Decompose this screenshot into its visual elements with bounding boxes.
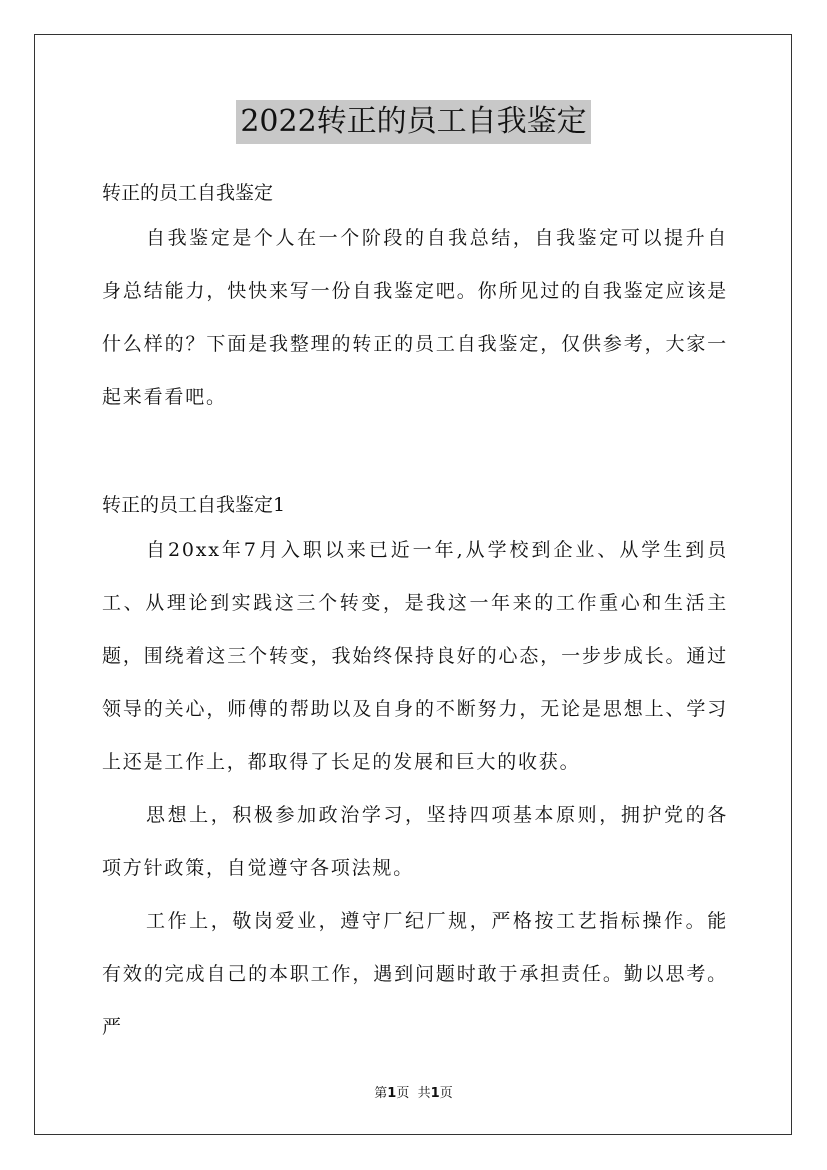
intro-paragraph: 自我鉴定是个人在一个阶段的自我总结，自我鉴定可以提升自身总结能力，快快来写一份自我鉴定吧。你所见过的自我鉴定应该是什么样的？下面是我整理的转正的员工自我鉴定，仅供参考，大家一起来看看吧。 — [102, 227, 728, 408]
footer-total-prefix: 共 — [417, 1086, 431, 1101]
page-footer — [0, 1082, 827, 1101]
footer-page-suffix: 页 — [396, 1086, 410, 1101]
document-subtitle: 转正的员工自我鉴定 — [102, 182, 274, 204]
body-paragraph-3: 工作上，敬岗爱业，遵守厂纪厂规，严格按工艺指标操作。能有效的完成自己的本职工作，遇到问题时敢于承担责任。勤以思考。严 — [102, 910, 728, 1038]
body-paragraph-1: 自20xx年7月入职以来已近一年,从学校到企业、从学生到员工、从理论到实践这三个转变，是我这一年来的工作重心和生活主题，围绕着这三个转变，我始终保持良好的心态，一步步成长。通过领导的关心，师傅的帮助以及自身的不断努力，无论是思想上、学习上还是工作上，都取得了长足的发展和巨大的收获。 — [102, 539, 728, 773]
body-paragraph-2: 思想上，积极参加政治学习，坚持四项基本原则，拥护党的各项方针政策，自觉遵守各项法规。 — [102, 804, 728, 879]
section-heading: 转正的员工自我鉴定1 — [102, 494, 286, 516]
section-spacer — [102, 424, 728, 486]
footer-total-suffix: 页 — [439, 1086, 453, 1101]
footer-total-pages: 1 — [430, 1086, 440, 1101]
title-container — [0, 100, 827, 144]
footer-page-number: 1 — [387, 1086, 397, 1101]
document-body — [102, 174, 728, 1054]
document-title: 2022转正的员工自我鉴定 — [236, 100, 590, 144]
footer-page-prefix: 第 — [374, 1086, 388, 1101]
